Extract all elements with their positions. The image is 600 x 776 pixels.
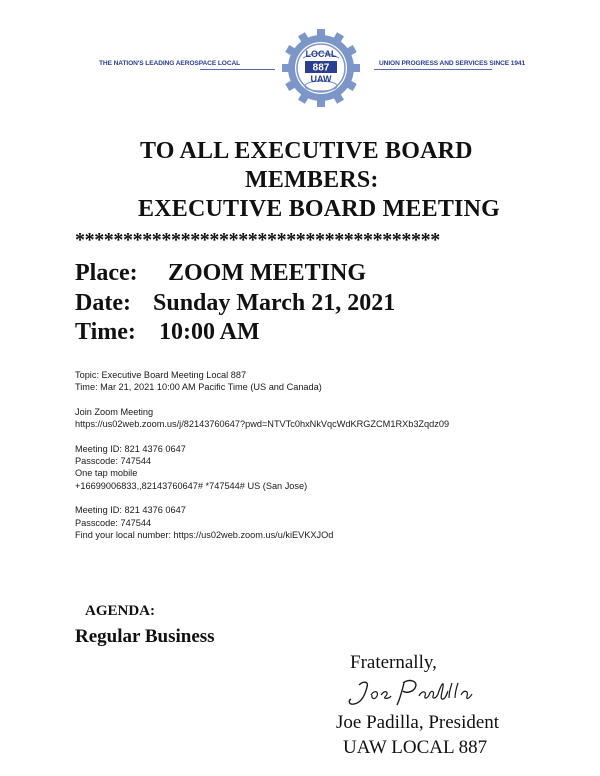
zoom-meeting-id-2: Meeting ID: 821 4376 0647: [75, 505, 186, 516]
letterhead-rule-left: [200, 69, 275, 70]
place-value: ZOOM MEETING: [168, 260, 367, 286]
closing-salutation: Fraternally,: [350, 652, 437, 673]
letterhead-tagline-right: UNION PROGRESS AND SERVICES SINCE 1941: [379, 60, 526, 67]
agenda-label: AGENDA:: [85, 603, 155, 619]
heading-line1: TO ALL EXECUTIVE BOARD: [140, 138, 473, 164]
date-value: Sunday March 21, 2021: [153, 290, 396, 316]
zoom-one-tap-number[interactable]: +16699006833,,82143760647# *747544# US (San Jose): [75, 480, 308, 491]
letterhead-tagline-left: THE NATION'S LEADING AEROSPACE LOCAL: [99, 60, 241, 67]
asterisk-separator: **************************************: [75, 229, 440, 251]
zoom-join-label: Join Zoom Meeting: [75, 406, 154, 417]
zoom-one-tap-label: One tap mobile: [75, 468, 138, 479]
date-label: Date:: [75, 290, 131, 316]
logo-line3: UAW: [310, 74, 332, 84]
agenda-item: Regular Business: [75, 626, 215, 647]
zoom-join-link[interactable]: https://us02web.zoom.us/j/82143760647?pwd=NTVTc0hxNkVqcWdKRGZCM1RXb3Zqdz09: [75, 419, 450, 430]
time-label: Time:: [75, 319, 136, 345]
zoom-topic: Topic: Executive Board Meeting Local 887: [75, 370, 247, 380]
place-label: Place:: [75, 260, 138, 286]
heading-line2: MEMBERS:: [245, 167, 379, 193]
handwritten-signature: [345, 675, 480, 711]
uaw-local-887-logo-icon: [281, 24, 361, 112]
zoom-time: Time: Mar 21, 2021 10:00 AM Pacific Time (US and Canada): [75, 382, 322, 393]
time-value: 10:00 AM: [159, 319, 260, 345]
logo-line1: LOCAL: [305, 49, 337, 59]
zoom-find-local-number[interactable]: Find your local number: https://us02web.zoom.us/u/kiEVKXJOd: [75, 530, 334, 541]
zoom-passcode: Passcode: 747544: [75, 456, 152, 467]
signer-name-title: Joe Padilla, President: [336, 712, 500, 733]
letterhead-rule-right: [374, 69, 492, 70]
zoom-meeting-id: Meeting ID: 821 4376 0647: [75, 443, 186, 454]
signer-organization: UAW LOCAL 887: [343, 737, 488, 758]
zoom-passcode-2: Passcode: 747544: [75, 517, 152, 528]
heading-line3: EXECUTIVE BOARD MEETING: [138, 196, 500, 222]
logo-line2: 887: [312, 62, 330, 74]
zoom-details: [75, 369, 449, 541]
